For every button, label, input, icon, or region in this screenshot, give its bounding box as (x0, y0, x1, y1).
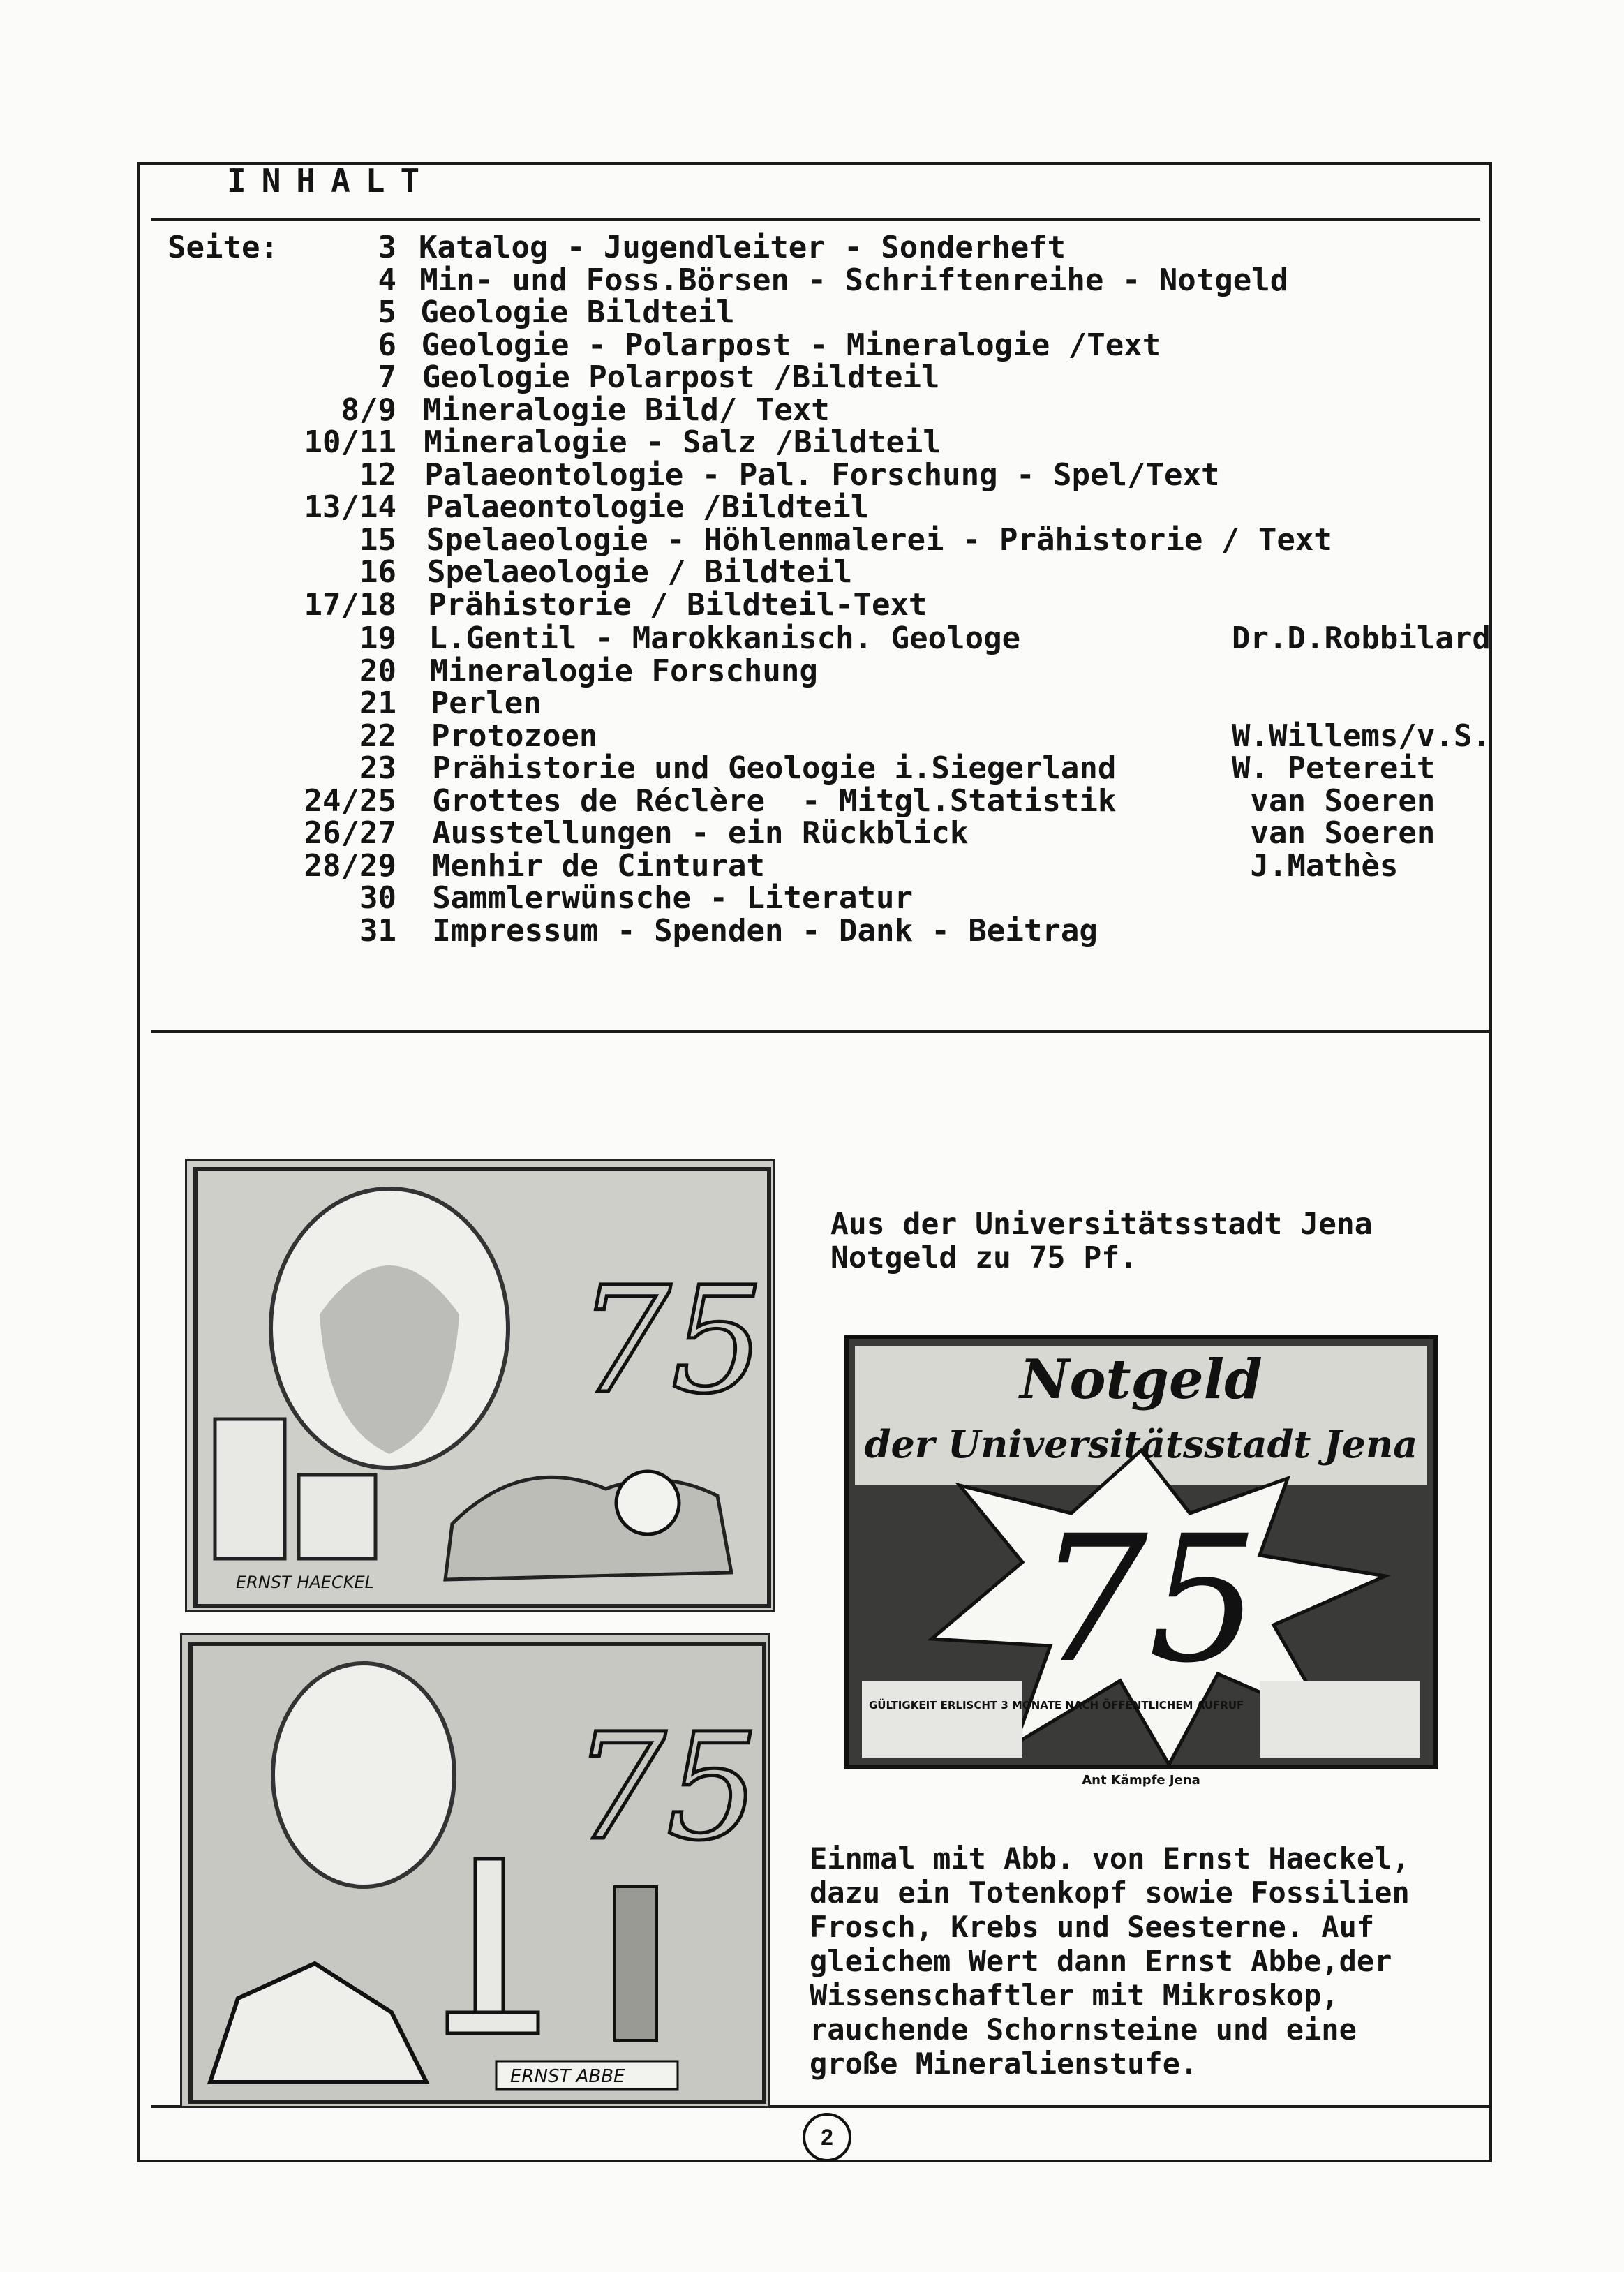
toc-entry-author: Dr.D.Robbilard (1232, 621, 1491, 656)
toc-page-number: 22 (359, 718, 396, 754)
toc-page-number: 31 (359, 912, 396, 949)
toc-row (0, 556, 1624, 588)
signature-text: ERNST ABBE (510, 2066, 625, 2087)
toc-page-number: 6 (378, 327, 396, 363)
toc-row (0, 394, 1624, 426)
page-number: 2 (803, 2113, 851, 2162)
description-line: Einmal mit Abb. von Ernst Haeckel, (810, 1841, 1410, 1876)
denomination-text: 75 (1036, 1498, 1260, 1701)
toc-entry-title: Ausstellungen - ein Rückblick (432, 815, 969, 851)
caption-line-2: Notgeld zu 75 Pf. (830, 1240, 1138, 1275)
toc-row (0, 752, 1624, 785)
toc-entry-author: van Soeren (1232, 815, 1436, 851)
description-line: Frosch, Krebs und Seesterne. Auf (810, 1910, 1375, 1944)
toc-entry-title: Mineralogie - Salz /Bildteil (424, 424, 941, 460)
toc-page-number: 30 (359, 880, 396, 916)
toc-entry-title: Min- und Foss.Börsen - Schriftenreihe - Notgeld (419, 262, 1289, 298)
denomination-text: 75 (578, 1255, 765, 1426)
toc-entry-author: W. Petereit (1232, 750, 1436, 786)
toc-row (0, 685, 1624, 721)
toc-row (0, 491, 1624, 524)
description-line: große Mineralienstufe. (810, 2047, 1198, 2081)
toc-entry-title: Katalog - Jugendleiter - Sonderheft (419, 230, 1066, 265)
description-line: dazu ein Totenkopf sowie Fossilien (810, 1876, 1410, 1910)
signature-text: ERNST HAECKEL (236, 1573, 374, 1592)
toc-page-number: 21 (359, 685, 396, 721)
toc-entry-title: Spelaeologie / Bildteil (427, 554, 853, 590)
toc-entry-title: L.Gentil - Marokkanisch. Geologe (429, 621, 1021, 656)
note-validity-text: GÜLTIGKEIT ERLISCHT 3 MONATE NACH ÖFFENTLICHEM AUFRUF (869, 1699, 1244, 1712)
toc-entry-title: Geologie - Polarpost - Mineralogie /Text (421, 327, 1161, 363)
description-line: gleichem Wert dann Ernst Abbe,der (810, 1944, 1392, 1978)
toc-entry-title: Prähistorie und Geologie i.Siegerland (432, 750, 1117, 786)
toc-entry-title: Menhir de Cinturat (432, 847, 766, 884)
description-line: Wissenschaftler mit Mikroskop, (810, 1978, 1339, 2012)
toc-entry-title: Mineralogie Forschung (429, 653, 818, 689)
heading-rule (151, 218, 1480, 221)
toc-row (0, 817, 1624, 849)
toc-page-number: 8/9 (341, 392, 396, 428)
toc-entry-title: Palaeontologie /Bildteil (425, 489, 870, 525)
toc-entry-author: J.Mathès (1232, 847, 1399, 884)
toc-row (0, 586, 1624, 623)
toc-page-number: 5 (378, 295, 396, 330)
toc-entry-title: Palaeontologie - Pal. Forschung - Spel/Text (424, 456, 1220, 493)
toc-label: Seite: (167, 230, 278, 265)
toc-row (0, 847, 1624, 884)
notgeld-abbe-image (180, 1633, 770, 2108)
jar-shape (215, 1419, 285, 1559)
microscope-shape (475, 1859, 503, 2019)
toc-page-number: 28/29 (304, 847, 396, 884)
toc-row (0, 623, 1624, 655)
toc-page-number: 24/25 (304, 782, 396, 819)
toc-entry-title: Mineralogie Bild/ Text (423, 392, 830, 428)
toc-row (0, 456, 1624, 493)
toc-row (0, 232, 1624, 264)
toc-entry-title: Impressum - Spenden - Dank - Beitrag (432, 912, 1098, 949)
toc-page-number: 15 (359, 521, 396, 558)
toc-entry-author: W.Willems/v.S. (1232, 718, 1491, 754)
denomination-text: 75 (573, 1702, 760, 1873)
caption-line-1: Aus der Universitätsstadt Jena (830, 1207, 1373, 1242)
toc-page-number: 17/18 (304, 586, 396, 623)
toc-entry-title: Grottes de Réclère - Mitgl.Statistik (432, 782, 1117, 819)
toc-entry-title: Spelaeologie - Höhlenmalerei - Prähistorie / Text (426, 521, 1332, 558)
toc-row (0, 521, 1624, 558)
note-title-line-1: Notgeld (1020, 1348, 1262, 1411)
toc-page-number: 4 (378, 262, 396, 298)
toc-row (0, 720, 1624, 752)
toc-page-number: 13/14 (304, 489, 396, 525)
printer-credit: Ant Kämpfe Jena (1082, 1773, 1200, 1788)
toc-entry-title: Protozoen (431, 718, 598, 754)
toc-entry-title: Geologie Bildteil (420, 295, 735, 330)
toc-page-number: 23 (359, 750, 396, 786)
toc-bottom-rule (151, 1030, 1492, 1033)
toc-entry-author: van Soeren (1232, 782, 1436, 819)
toc-row (0, 655, 1624, 688)
toc-page-number: 26/27 (304, 815, 396, 851)
toc-row (0, 426, 1624, 459)
abbe-portrait (273, 1663, 454, 1887)
toc-row (0, 782, 1624, 819)
notgeld-jena-image (841, 1332, 1441, 1790)
toc-page-number: 10/11 (304, 424, 396, 460)
description-line: rauchende Schornsteine und eine (810, 2012, 1357, 2047)
toc-entry-title: Geologie Polarpost /Bildteil (422, 359, 940, 395)
toc-page-number: 20 (359, 653, 396, 689)
toc-row (0, 882, 1624, 914)
toc-entry-title: Prähistorie / Bildteil-Text (428, 586, 928, 623)
toc-row (0, 359, 1624, 395)
toc-page-number: 16 (359, 554, 396, 590)
notgeld-haeckel-image (185, 1159, 775, 1612)
description-text (810, 1841, 1410, 2081)
toc-entry-title: Perlen (430, 685, 542, 721)
toc-row (0, 297, 1624, 329)
note-title-line-2: der Universitätsstadt Jena (864, 1422, 1418, 1467)
toc-row (0, 329, 1624, 362)
toc-row (0, 912, 1624, 949)
toc-page-number: 7 (378, 359, 396, 395)
page-heading: INHALT (227, 162, 435, 200)
toc-row (0, 262, 1624, 298)
toc-page-number: 19 (359, 621, 396, 656)
toc-page-number: 12 (359, 456, 396, 493)
toc-page-number: 3 (378, 230, 396, 265)
chimney-shape (615, 1887, 657, 2040)
toc-entry-title: Sammlerwünsche - Literatur (432, 880, 913, 916)
